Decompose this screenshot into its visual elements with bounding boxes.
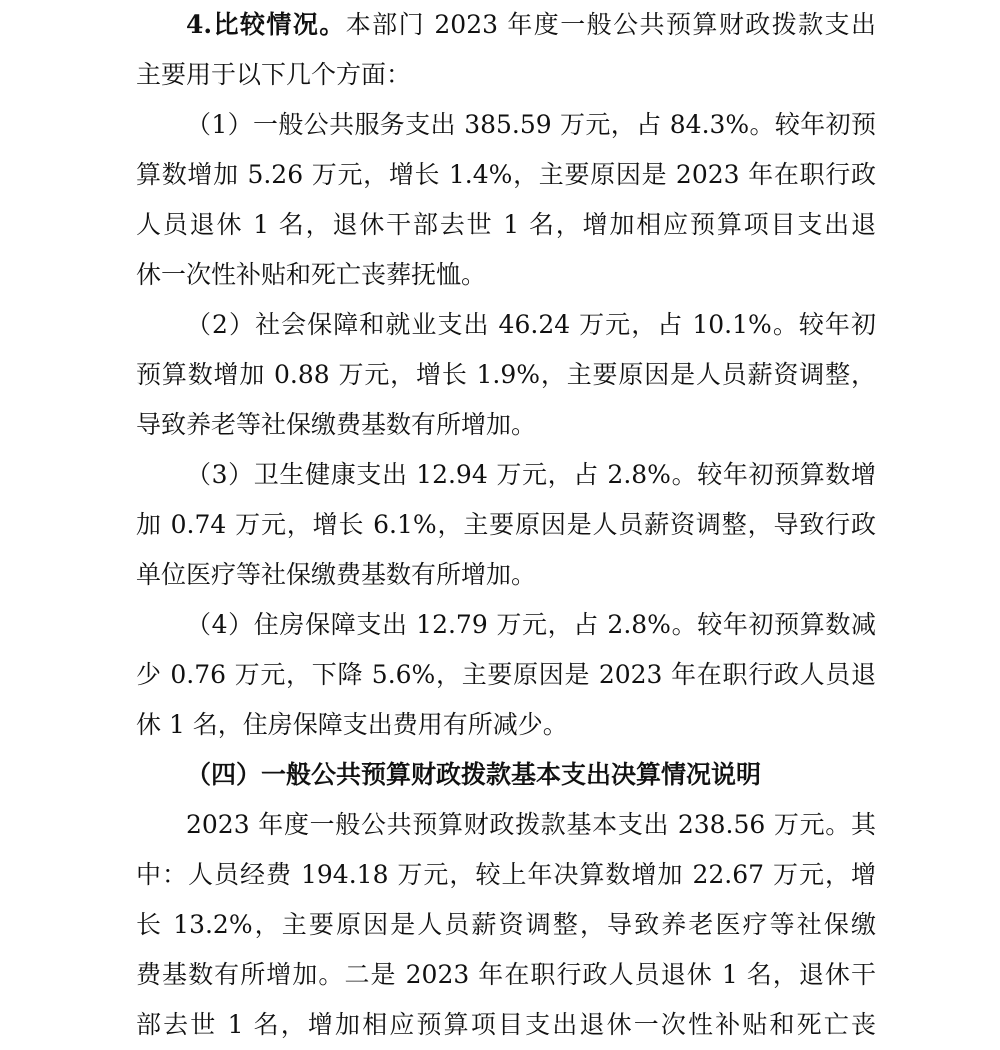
paragraph-line: 预算数增加 0.88 万元，增长 1.9%，主要原因是人员薪资调整， [136, 360, 876, 389]
paragraph-line: 导致养老等社保缴费基数有所增加。 [136, 410, 537, 439]
paragraph-line: 加 0.74 万元，增长 6.1%，主要原因是人员薪资调整，导致行政 [136, 510, 876, 539]
paragraph-line: （3）卫生健康支出 12.94 万元，占 2.8%。较年初预算数增 [186, 460, 876, 489]
paragraph-line [136, 0, 876, 50]
paragraph-line: 长 13.2%，主要原因是人员薪资调整，导致养老医疗等社保缴 [136, 910, 876, 939]
paragraph-line: 算数增加 5.26 万元，增长 1.4%，主要原因是 2023 年在职行政 [136, 160, 876, 189]
paragraph-line: 中：人员经费 194.18 万元，较上年决算数增加 22.67 万元，增 [136, 860, 876, 889]
paragraph-line: （2）社会保障和就业支出 46.24 万元，占 10.1%。较年初 [186, 310, 876, 339]
paragraph-line: 休一次性补贴和死亡丧葬抚恤。 [136, 260, 487, 289]
paragraph-line: 费基数有所增加。二是 2023 年在职行政人员退休 1 名，退休干 [136, 960, 876, 989]
paragraph-line: 单位医疗等社保缴费基数有所增加。 [136, 560, 537, 589]
paragraph-line: 2023 年度一般公共预算财政拨款基本支出 238.56 万元。其 [186, 810, 876, 839]
paragraph-line: 主要用于以下几个方面： [136, 60, 412, 89]
paragraph-line: （4）住房保障支出 12.79 万元，占 2.8%。较年初预算数减 [186, 610, 876, 639]
paragraph-line: 少 0.76 万元，下降 5.6%，主要原因是 2023 年在职行政人员退 [136, 660, 876, 689]
paragraph-line: 人员退休 1 名，退休干部去世 1 名，增加相应预算项目支出退 [136, 210, 876, 239]
section-lead: 4.比较情况。 [186, 10, 346, 39]
line-text: 本部门 2023 年度一般公共预算财政拨款支出 [345, 10, 876, 39]
paragraph-line: （1）一般公共服务支出 385.59 万元，占 84.3%。较年初预 [186, 110, 876, 139]
section-heading: （四）一般公共预算财政拨款基本支出决算情况说明 [186, 760, 762, 789]
paragraph-line: 休 1 名，住房保障支出费用有所减少。 [136, 710, 568, 739]
paragraph-line: 部去世 1 名，增加相应预算项目支出退休一次性补贴和死亡丧 [136, 1010, 876, 1039]
